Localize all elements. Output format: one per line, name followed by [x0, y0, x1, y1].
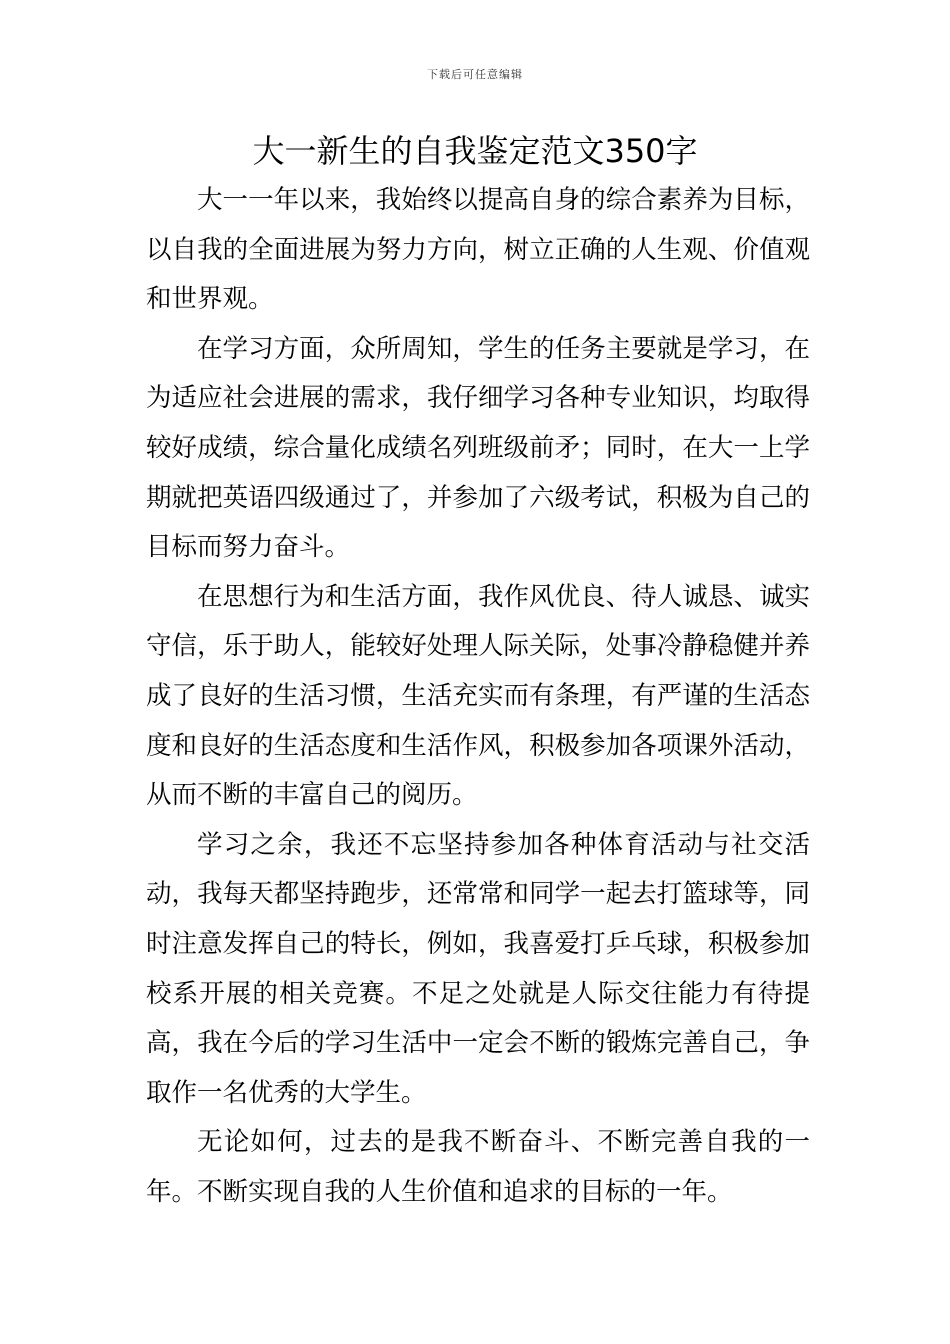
paragraph: 在思想行为和生活方面，我作风优良、待人诚恳、诚实守信，乐于助人，能较好处理人际关际，处事冷静稳健并养成了良好的生活习惯，生活充实而有条理，有严谨的生活态度和良好的生活态度和生活作风，积极参加各项课外活动，从而不断的丰富自己的阅历。: [146, 581, 810, 811]
paragraph: 学习之余，我还不忘坚持参加各种体育活动与社交活动，我每天都坚持跑步，还常常和同学一起去打篮球等，同时注意发挥自己的特长，例如，我喜爱打乒乓球，积极参加校系开展的相关竞赛。不足之处就是人际交往能力有待提高，我在今后的学习生活中一定会不断的锻炼完善自己，争取作一名优秀的大学生。: [146, 829, 810, 1108]
header-note: 下载后可任意编辑: [427, 68, 523, 81]
paragraph: 无论如何，过去的是我不断奋斗、不断完善自我的一年。不断实现自我的人生价值和追求的目标的一年。: [146, 1127, 810, 1207]
document-title: 大一新生的自我鉴定范文350字: [252, 132, 698, 170]
paragraph: 大一一年以来，我始终以提高自身的综合素养为目标，以自我的全面进展为努力方向，树立正确的人生观、价值观和世界观。: [146, 185, 810, 315]
document-body: [146, 176, 810, 1217]
paragraph: 在学习方面，众所周知，学生的任务主要就是学习，在为适应社会进展的需求，我仔细学习各种专业知识，均取得较好成绩，综合量化成绩名列班级前矛；同时，在大一上学期就把英语四级通过了，并参加了六级考试，积极为自己的目标而努力奋斗。: [146, 333, 810, 563]
